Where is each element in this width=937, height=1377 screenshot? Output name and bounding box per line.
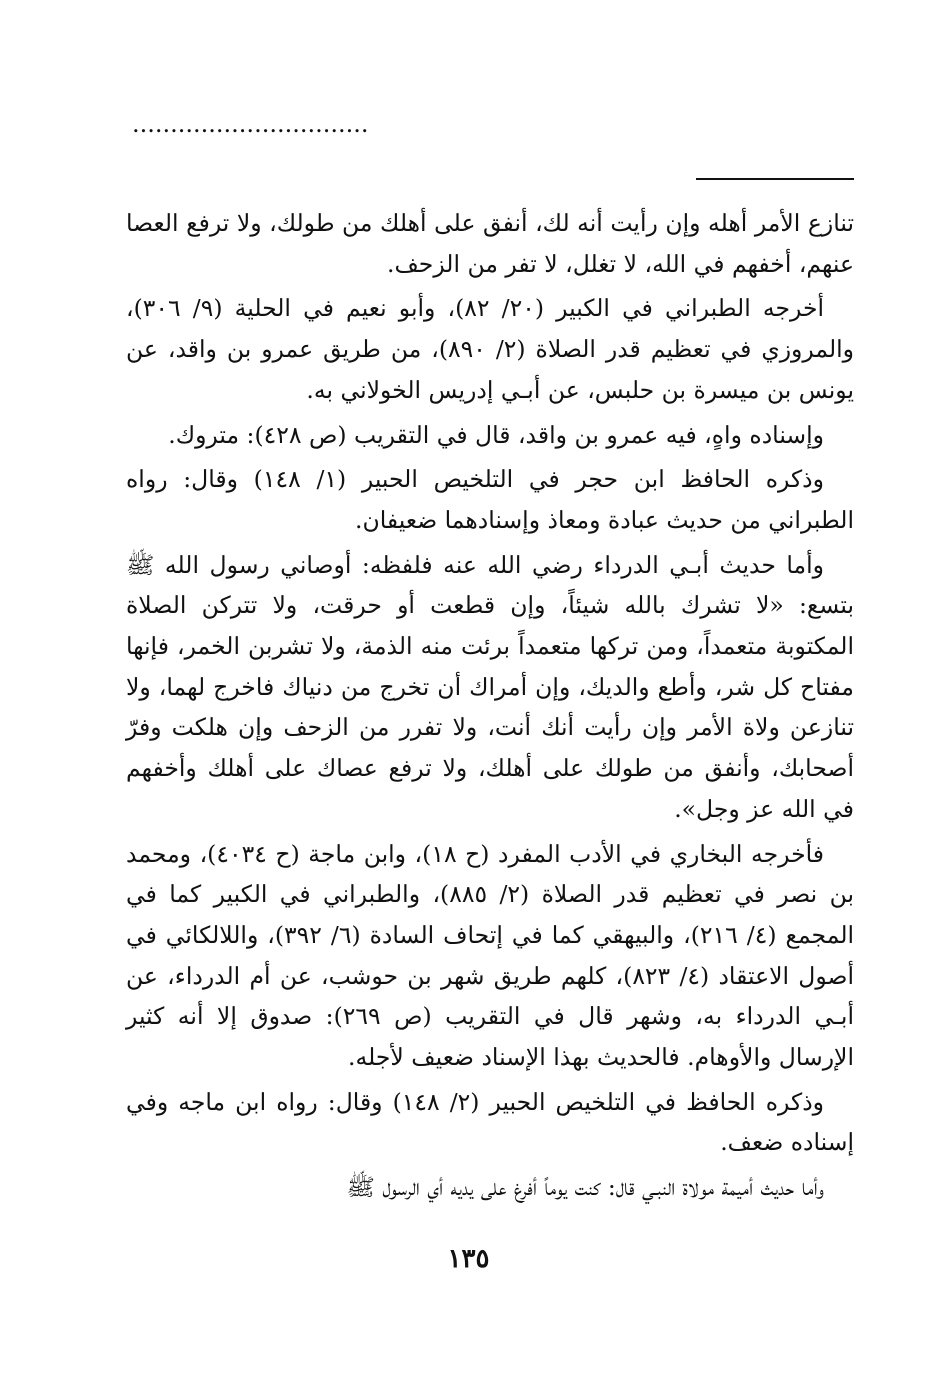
paragraph-takhrij-bukhari: فأخرجه البخاري في الأدب المفرد (ح ١٨)، وابن ماجة (ح ٤٠٣٤)، ومحمد بن نصر في تعظيم قدر الصلاة (٢/ ٨٨٥)، والطبراني في الكبير كما في المجمع (٤/ ٢١٦)، والبيهقي كما في إتحاف السادة (٦/ ٣٩٢)، واللالكائي في أصول الاعتقاد (٤/ ٨٢٣)، كلهم طريق شهر بن حوشب، عن أم الدرداء، عن أبـي الدرداء به، وشهر قال في التقريب (ص ٢٦٩): صدوق إلا أنه كثير الإرسال والأوهام. فالحديث بهذا الإسناد ضعيف لأجله.: [126, 839, 855, 1072]
footnote-rule: [696, 178, 854, 180]
paragraph-talkhis-1: وذكره الحافظ ابن حجر في التلخيص الحبير (١/ ١٤٨) وقال: رواه الطبراني من حديث عبادة ومعاذ وإسنادهما ضعيفان.: [126, 465, 854, 534]
decorative-dot-separator: ...............................: [132, 112, 369, 136]
paragraph-hadith-umaima: وأما حديث أميمة مولاة النبـي قال: كنت يوماً أفرغ على يديه أي الرسول ﷺ: [346, 1173, 824, 1202]
paragraph-continuation: تنازع الأمر أهله وإن رأيت أنه لك، أنفق على أهلك من طولك، ولا ترفع العصا عنهم، أخفهم في الله، لا تغلل، لا تفر من الزحف.: [126, 209, 854, 278]
page-number: ١٣٥: [447, 1244, 490, 1274]
paragraph-takhrij-tabarani: أخرجه الطبراني في الكبير (٢٠/ ٨٢)، وأبو نعيم في الحلية (٩/ ٣٠٦)، والمروزي في تعظيم قدر الصلاة (٢/ ٨٩٠)، من طريق عمرو بن واقد، عن يونس بن ميسرة بن حلبس، عن أبـي إدريس الخولاني به.: [126, 294, 854, 404]
paragraph-isnad-grade: وإسناده واهٍ، فيه عمرو بن واقد، قال في التقريب (ص ٤٢٨): متروك.: [168, 420, 824, 449]
paragraph-talkhis-2: وذكره الحافظ في التلخيص الحبير (٢/ ١٤٨) وقال: رواه ابن ماجه وفي إسناده ضعف.: [126, 1087, 854, 1157]
paragraph-hadith-abu-darda: وأما حديث أبـي الدرداء رضي الله عنه فلفظه: أوصاني رسول الله ﷺ بتسع: «لا تشرك بالله شيئاً، وإن قطعت أو حرقت، ولا تتركن الصلاة المكتوبة متعمداً، ومن تركها متعمداً برئت منه الذمة، ولا تشربن الخمر، فإنها مفتاح كل شر، وأطع والديك، وإن أمراك أن تخرج من دنياك فاخرج لهما، ولا تنازعن ولاة الأمر وإن رأيت أنك أنت، ولا تفرر من الزحف وإن هلكت وفرّ أصحابك، وأنفق من طولك على أهلك، ولا ترفع عصاك على أهلك وأخفهم في الله عز وجل».: [126, 550, 854, 823]
page-body: [126, 203, 854, 1212]
